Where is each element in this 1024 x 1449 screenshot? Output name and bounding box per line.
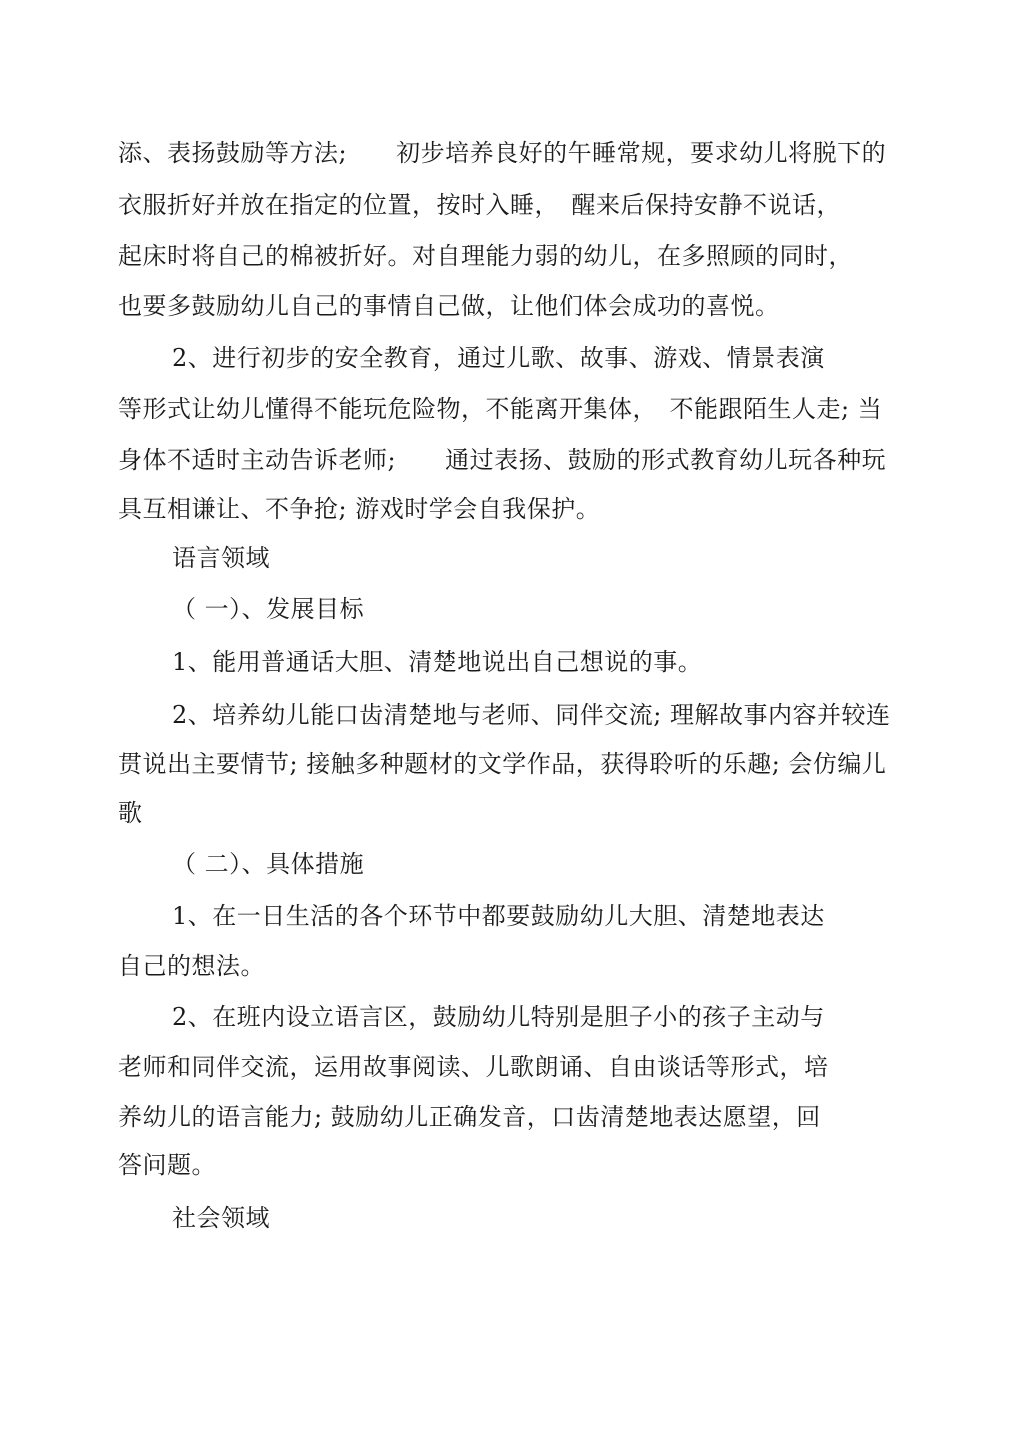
- text-line: 起床时将自己的棉被折好。对自理能力弱的幼儿，在多照顾的同时，: [118, 242, 853, 270]
- text-line: 2、培养幼儿能口齿清楚地与老师、同伴交流; 理解故事内容并较连: [172, 701, 891, 729]
- text-line: 1、在一日生活的各个环节中都要鼓励幼儿大胆、清楚地表达: [172, 902, 825, 930]
- text-line: 也要多鼓励幼儿自己的事情自己做，让他们体会成功的喜悦。: [118, 292, 780, 320]
- text-line: 1、能用普通话大胆、清楚地说出自己想说的事。: [172, 648, 703, 676]
- text-line: 贯说出主要情节; 接触多种题材的文学作品，获得聆听的乐趣; 会仿编儿: [118, 750, 887, 778]
- text-line: 等形式让幼儿懂得不能玩危险物，不能离开集体， 不能跟陌生人走; 当: [118, 395, 883, 423]
- section-heading: 社会领域: [172, 1204, 270, 1232]
- text-line: 歌: [118, 799, 143, 827]
- subsection-heading: （ 二）、具体措施: [172, 850, 365, 878]
- text-line: 答问题。: [118, 1151, 216, 1179]
- text-line: 添、表扬鼓励等方法; 初步培养良好的午睡常规，要求幼儿将脱下的: [118, 139, 887, 167]
- text-line: 2、在班内设立语言区，鼓励幼儿特别是胆子小的孩子主动与: [172, 1003, 825, 1031]
- text-line: 老师和同伴交流，运用故事阅读、儿歌朗诵、自由谈话等形式，培: [118, 1053, 829, 1081]
- text-line: 养幼儿的语言能力; 鼓励幼儿正确发音，口齿清楚地表达愿望，回: [118, 1103, 821, 1131]
- text-line: 自己的想法。: [118, 952, 265, 980]
- text-line: 2、进行初步的安全教育，通过儿歌、故事、游戏、情景表演: [172, 344, 825, 372]
- text-line: 具互相谦让、不争抢; 游戏时学会自我保护。: [118, 495, 601, 523]
- text-line: 衣服折好并放在指定的位置，按时入睡， 醒来后保持安静不说话，: [118, 191, 841, 219]
- text-line: 身体不适时主动告诉老师; 通过表扬、鼓励的形式教育幼儿玩各种玩: [118, 446, 887, 474]
- subsection-heading: （ 一）、发展目标: [172, 595, 365, 623]
- section-heading: 语言领域: [172, 544, 270, 572]
